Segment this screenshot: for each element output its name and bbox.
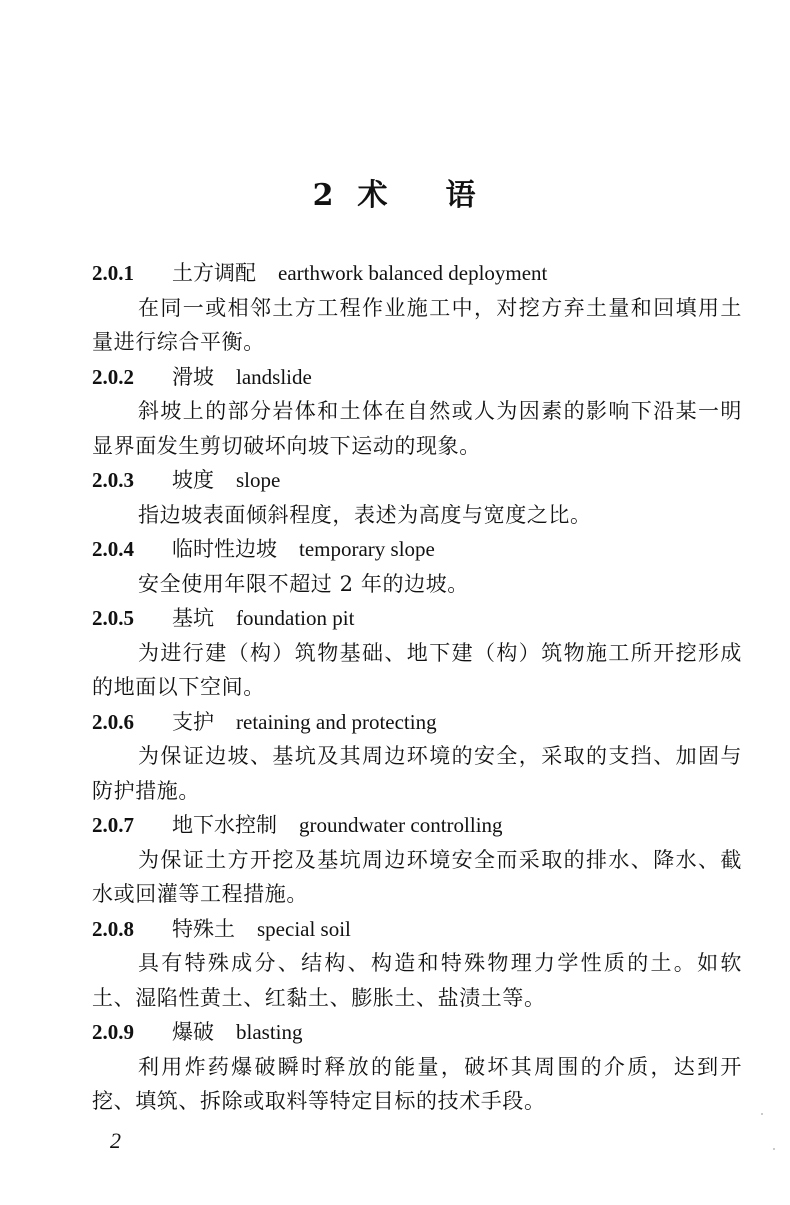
term-heading (92, 601, 742, 636)
term-chinese: 基坑 (172, 606, 214, 630)
term-definition: 安全使用年限不超过 2 年的边坡。 (138, 571, 469, 596)
term-chinese: 特殊土 (172, 916, 235, 941)
chapter-title-part2: 语 (445, 178, 478, 213)
term-entry (92, 532, 742, 601)
term-english: special soil (257, 916, 351, 941)
term-entry (92, 601, 742, 705)
chapter-number: 2 (312, 178, 336, 213)
term-definition: 为保证边坡、基坑及其周边环境的安全，采取的支挡、加固与防护措施。 (92, 744, 742, 803)
term-heading (92, 256, 742, 291)
term-definition: 指边坡表面倾斜程度，表述为高度与宽度之比。 (138, 502, 592, 527)
term-english: foundation pit (236, 606, 355, 630)
term-definition: 利用炸药爆破瞬时释放的能量，破坏其周围的介质，达到开挖、填筑、拆除或取料等特定目标的技术手段。 (92, 1054, 742, 1113)
chapter-title-part1: 术 (357, 178, 390, 213)
term-entry (92, 360, 742, 464)
term-entry (92, 808, 742, 912)
term-number: 2.0.2 (92, 364, 134, 389)
term-number: 2.0.6 (92, 709, 134, 734)
chapter-title (0, 170, 790, 214)
term-entry (92, 463, 742, 532)
term-chinese: 土方调配 (172, 261, 256, 285)
term-number: 2.0.5 (92, 606, 134, 630)
term-english: landslide (236, 364, 312, 389)
term-english: blasting (236, 1020, 303, 1044)
term-chinese: 爆破 (172, 1020, 214, 1044)
scan-speck (773, 1148, 775, 1150)
term-entry (92, 705, 742, 809)
term-heading (92, 532, 742, 567)
term-english: earthwork balanced deployment (278, 261, 548, 285)
term-definition: 为进行建（构）筑物基础、地下建（构）筑物施工所开挖形成的地面以下空间。 (92, 640, 742, 699)
term-number: 2.0.7 (92, 813, 134, 837)
term-heading (92, 705, 742, 740)
term-heading (92, 912, 742, 947)
term-heading (92, 463, 742, 498)
term-chinese: 地下水控制 (172, 813, 277, 837)
term-english: slope (236, 468, 281, 492)
term-heading (92, 1015, 742, 1050)
term-entry (92, 256, 742, 360)
term-english: retaining and protecting (236, 709, 437, 734)
terms-list (92, 256, 742, 1119)
term-chinese: 支护 (172, 709, 214, 734)
term-entry (92, 1015, 742, 1119)
term-number: 2.0.9 (92, 1020, 134, 1044)
term-number: 2.0.3 (92, 468, 134, 492)
term-definition: 斜坡上的部分岩体和土体在自然或人为因素的影响下沿某一明显界面发生剪切破坏向坡下运动的现象。 (92, 399, 742, 458)
term-number: 2.0.8 (92, 916, 134, 941)
term-chinese: 滑坡 (172, 364, 214, 389)
term-heading (92, 360, 742, 395)
term-english: groundwater controlling (299, 813, 503, 837)
term-heading (92, 808, 742, 843)
term-chinese: 坡度 (172, 468, 214, 492)
term-definition: 具有特殊成分、结构、构造和特殊物理力学性质的土。如软土、湿陷性黄土、红黏土、膨胀土、盐渍土等。 (92, 951, 742, 1010)
term-number: 2.0.4 (92, 537, 134, 561)
page-number: 2 (110, 1128, 121, 1153)
term-number: 2.0.1 (92, 261, 134, 285)
term-entry (92, 912, 742, 1016)
term-chinese: 临时性边坡 (172, 537, 277, 561)
term-definition: 在同一或相邻土方工程作业施工中，对挖方弃土量和回填用土量进行综合平衡。 (92, 295, 742, 354)
term-definition: 为保证土方开挖及基坑周边环境安全而采取的排水、降水、截水或回灌等工程措施。 (92, 847, 742, 906)
term-english: temporary slope (299, 537, 435, 561)
scan-speck (761, 1113, 763, 1115)
